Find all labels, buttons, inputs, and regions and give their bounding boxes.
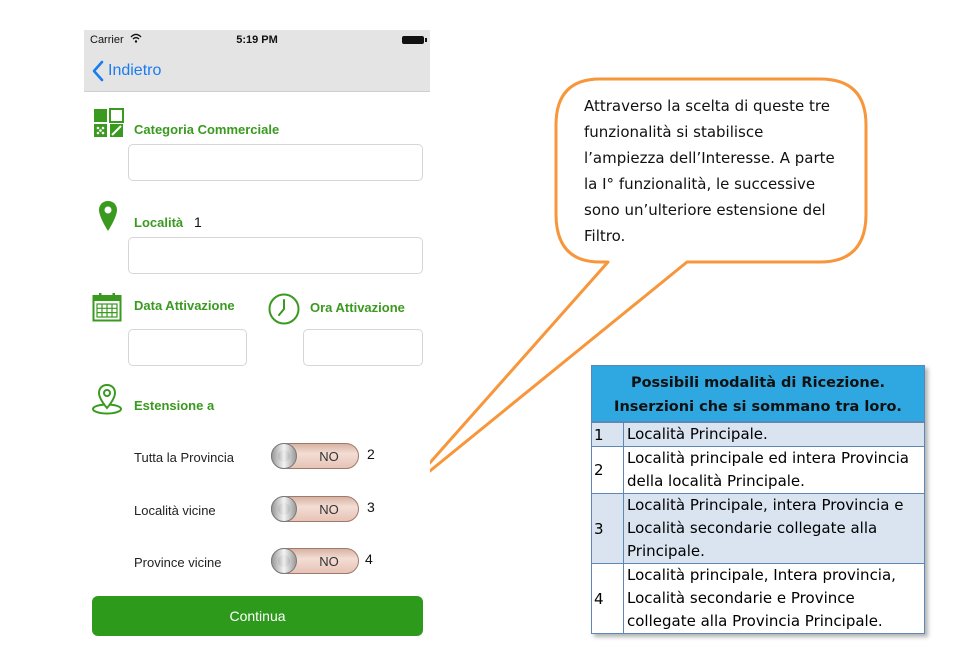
callout-text	[584, 93, 854, 249]
row-text	[624, 564, 924, 633]
toggle-marker-3: 3	[367, 499, 375, 515]
map-pin-icon	[91, 383, 123, 415]
row-number: 2	[592, 447, 624, 493]
callout-line: l’ampiezza dell’Interesse. A parte	[584, 149, 835, 167]
row-line: Località principale, Intera provincia,	[627, 566, 896, 584]
calendar-icon	[92, 292, 122, 322]
location-pin-icon	[98, 200, 118, 232]
data-input[interactable]	[128, 329, 247, 366]
localita-label: Località	[134, 215, 184, 230]
categoria-input[interactable]	[128, 144, 423, 181]
toggle-value: NO	[319, 449, 339, 464]
toggle-marker-2: 2	[367, 446, 375, 462]
row-line: Località Principale.	[627, 425, 768, 443]
categoria-label: Categoria Commerciale	[134, 122, 280, 137]
back-label: Indietro	[108, 62, 162, 79]
toggle-knob	[271, 496, 297, 522]
ora-input[interactable]	[303, 329, 423, 366]
table-header-line: Inserzioni che si sommano tra loro.	[614, 399, 902, 415]
row-line: Località secondarie e Province	[627, 589, 855, 607]
category-grid-icon	[93, 108, 124, 138]
row-number: 3	[592, 494, 624, 563]
toggle-localita-vicine[interactable]	[271, 496, 359, 522]
row-line: Località principale ed intera Provincia	[627, 449, 909, 467]
row-number: 1	[592, 423, 624, 446]
row-line: della località Principale.	[627, 472, 805, 490]
row-line: Località Principale, intera Provincia e	[627, 496, 904, 514]
estensione-label: Estensione a	[134, 398, 215, 413]
toggle-label-provincia: Tutta la Provincia	[134, 450, 234, 465]
table-header-line: Possibili modalità di Ricezione.	[630, 375, 886, 391]
row-text	[624, 447, 924, 493]
localita-input[interactable]	[128, 237, 423, 274]
toggle-province-vicine[interactable]	[271, 548, 359, 574]
toggle-label-localita-vicine: Località vicine	[134, 503, 216, 518]
table-row	[592, 422, 924, 446]
back-button[interactable]	[90, 59, 161, 83]
table-row	[592, 446, 924, 493]
continue-button[interactable]: Continua	[92, 596, 423, 636]
row-line: Località secondarie collegate alla	[627, 519, 878, 537]
phone-screen	[84, 30, 430, 672]
clock: 5:19 PM	[236, 34, 278, 46]
row-line: Principale.	[627, 542, 705, 560]
callout-line: Filtro.	[584, 227, 626, 245]
callout-line: la I° funzionalità, le successive	[584, 175, 816, 193]
reception-modes-table	[591, 365, 925, 634]
carrier-label: Carrier	[90, 34, 124, 46]
toggle-value: NO	[319, 502, 339, 517]
toggle-label-province-vicine: Province vicine	[134, 555, 222, 570]
chevron-left-icon	[90, 59, 106, 83]
row-text	[624, 494, 924, 563]
callout-line: funzionalità si stabilisce	[584, 123, 764, 141]
table-header	[592, 366, 924, 422]
row-text	[624, 423, 924, 446]
row-number: 4	[592, 564, 624, 633]
toggle-knob	[271, 548, 297, 574]
battery-icon	[402, 36, 424, 44]
status-bar	[84, 30, 430, 50]
callout-line: sono un’ulteriore estensione del	[584, 201, 826, 219]
toggle-marker-4: 4	[365, 551, 373, 567]
toggle-knob	[271, 443, 297, 469]
table-row	[592, 493, 924, 563]
table-row	[592, 563, 924, 633]
row-line: collegate alla Provincia Principale.	[627, 612, 883, 630]
ora-label: Ora Attivazione	[310, 300, 405, 315]
data-label: Data Attivazione	[134, 298, 235, 313]
toggle-provincia[interactable]	[271, 443, 359, 469]
callout-line: Attraverso la scelta di queste tre	[584, 97, 830, 115]
localita-marker: 1	[194, 214, 202, 230]
nav-bar	[84, 50, 430, 92]
clock-icon	[268, 293, 300, 325]
toggle-value: NO	[319, 554, 339, 569]
